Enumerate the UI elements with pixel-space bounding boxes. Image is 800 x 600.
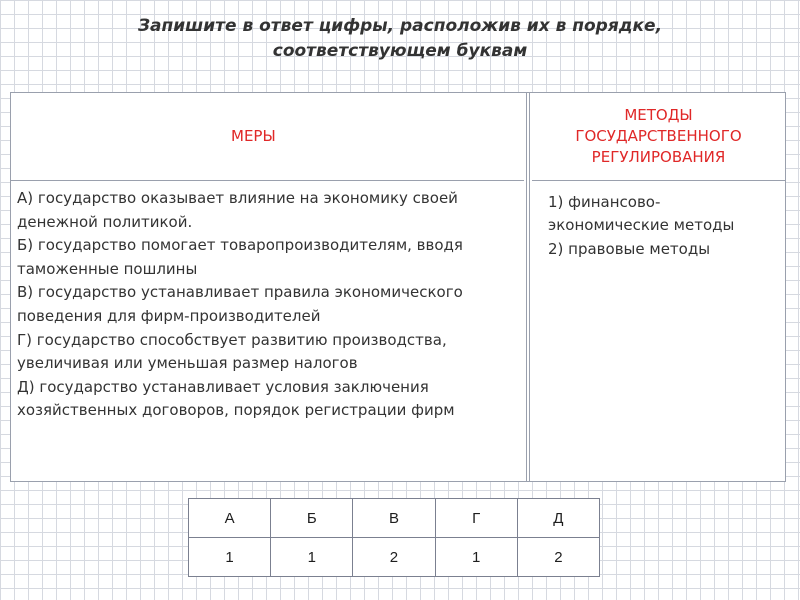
answer-digit-g[interactable]: 1 bbox=[435, 538, 517, 577]
column-divider bbox=[526, 93, 530, 481]
method-item-2: 2) правовые методы bbox=[548, 239, 711, 258]
measures-list bbox=[11, 187, 524, 423]
task-title-line-2: соответствующем буквам bbox=[272, 41, 528, 61]
measures-header bbox=[11, 93, 524, 181]
matching-table bbox=[10, 92, 786, 482]
measure-item-g: Г) государство способствует развитию производства, увеличивая или уменьшая размер налогов bbox=[17, 330, 447, 373]
methods-list bbox=[532, 191, 785, 261]
method-item-1: 1) финансово-экономические методы bbox=[548, 193, 735, 235]
task-title bbox=[0, 14, 800, 64]
methods-header-line-2: ГОСУДАРСТВЕННОГО bbox=[575, 127, 742, 145]
methods-header-line-1: МЕТОДЫ bbox=[624, 106, 693, 124]
methods-header bbox=[532, 93, 785, 181]
measures-column bbox=[11, 93, 524, 481]
task-title-line-1: Запишите в ответ цифры, расположив их в порядке, bbox=[137, 16, 663, 36]
answer-digit-a[interactable]: 1 bbox=[189, 538, 271, 577]
answer-letter-a: А bbox=[189, 499, 271, 538]
measure-item-v: В) государство устанавливает правила экономического поведения для фирм-производителей bbox=[17, 283, 463, 325]
answer-digit-d[interactable]: 2 bbox=[517, 538, 599, 577]
answer-letter-v: В bbox=[353, 499, 435, 538]
answer-letter-d: Д bbox=[517, 499, 599, 538]
measure-item-d: Д) государство устанавливает условия заключения хозяйственных договоров, порядок регистрации фирм bbox=[17, 377, 455, 420]
answer-digit-v[interactable]: 2 bbox=[353, 538, 435, 577]
methods-column bbox=[532, 93, 785, 481]
answer-letters-row bbox=[189, 499, 600, 538]
measure-item-a: А) государство оказывает влияние на экономику своей денежной политикой. bbox=[17, 189, 458, 231]
answer-letter-g: Г bbox=[435, 499, 517, 538]
answer-table bbox=[188, 498, 600, 577]
measure-item-b: Б) государство помогает товаропроизводителям, вводя таможенные пошлины bbox=[17, 236, 463, 278]
measures-header-label: МЕРЫ bbox=[231, 127, 276, 145]
answer-digit-b[interactable]: 1 bbox=[271, 538, 353, 577]
answer-letter-b: Б bbox=[271, 499, 353, 538]
answer-digits-row bbox=[189, 538, 600, 577]
methods-header-line-3: РЕГУЛИРОВАНИЯ bbox=[591, 148, 726, 166]
